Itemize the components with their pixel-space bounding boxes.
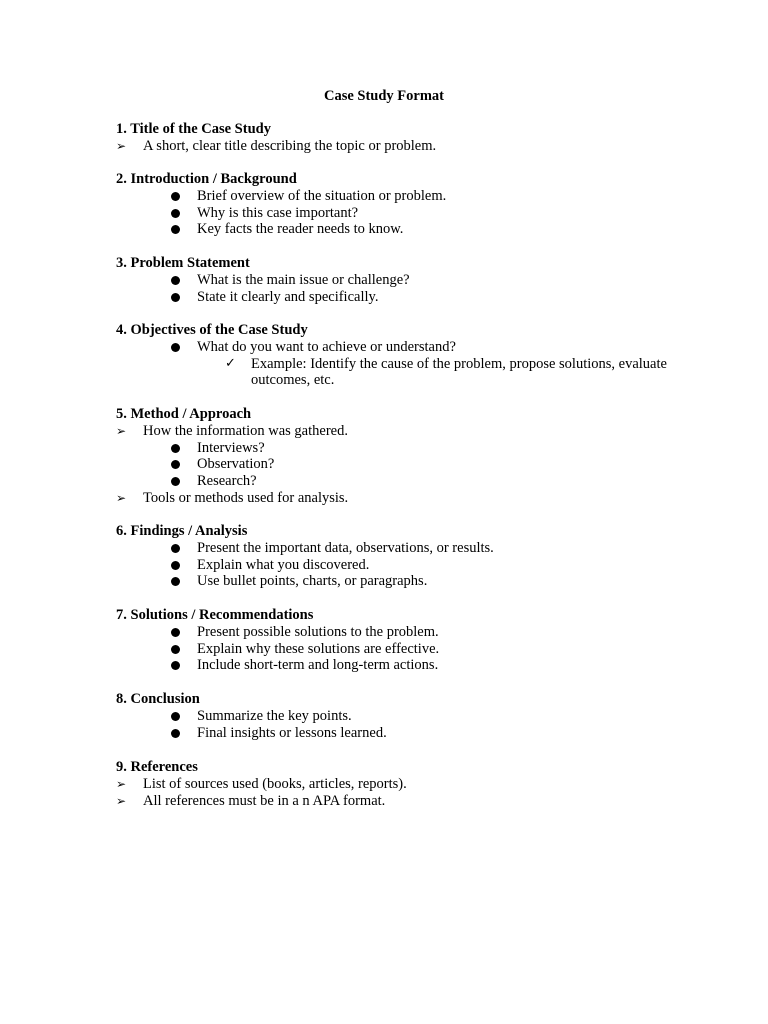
list-item xyxy=(116,272,716,289)
list-item-text: State it clearly and specifically. xyxy=(197,288,379,305)
bullet-dot-icon xyxy=(171,477,180,486)
list-item-text: What is the main issue or challenge? xyxy=(197,271,410,288)
section-heading: 3. Problem Statement xyxy=(116,255,250,271)
list-item xyxy=(116,188,716,205)
list-item-text: Summarize the key points. xyxy=(197,707,352,724)
arrow-bullet-icon: ➢ xyxy=(116,490,127,505)
list-item xyxy=(116,657,716,674)
document-title: Case Study Format xyxy=(323,88,445,104)
bullet-dot-icon xyxy=(171,661,180,670)
list-item-text: How the information was gathered. xyxy=(143,422,348,439)
list-item-text: Observation? xyxy=(197,456,275,473)
section-references xyxy=(116,759,716,809)
section-heading: 2. Introduction / Background xyxy=(116,171,297,187)
section-objectives xyxy=(116,322,716,389)
bullet-dot-icon xyxy=(171,192,180,201)
section-method-approach xyxy=(116,406,716,507)
list-item xyxy=(116,573,716,590)
list-item-text: Present the important data, observations, or results. xyxy=(197,539,494,556)
bullet-dot-icon xyxy=(171,577,180,586)
bullet-dot-icon xyxy=(171,209,180,218)
bullet-dot-icon xyxy=(171,460,180,469)
list-item xyxy=(116,221,716,238)
list-item-text: Interviews? xyxy=(197,439,265,456)
section-heading: 6. Findings / Analysis xyxy=(116,523,248,539)
list-item-text: Example: Identify the cause of the problem, propose solutions, evaluate outcomes, etc. xyxy=(251,355,667,389)
list-item xyxy=(116,725,716,742)
list-item xyxy=(116,641,716,658)
bullet-dot-icon xyxy=(171,561,180,570)
arrow-bullet-icon: ➢ xyxy=(116,423,127,438)
checkmark-icon: ✓ xyxy=(225,355,236,371)
bullet-dot-icon xyxy=(171,628,180,637)
list-item-text: Use bullet points, charts, or paragraphs. xyxy=(197,573,428,590)
list-item-text: Explain what you discovered. xyxy=(197,556,370,573)
list-item xyxy=(116,708,716,725)
list-item xyxy=(116,456,716,473)
list-item xyxy=(116,138,716,155)
section-heading: 9. References xyxy=(116,759,198,775)
section-heading: 4. Objectives of the Case Study xyxy=(116,322,308,338)
list-item-text: All references must be in a n APA format. xyxy=(143,792,386,809)
section-heading: 5. Method / Approach xyxy=(116,406,252,422)
list-item xyxy=(116,776,716,793)
bullet-dot-icon xyxy=(171,729,180,738)
arrow-bullet-icon: ➢ xyxy=(116,793,127,808)
list-item-text: Key facts the reader needs to know. xyxy=(197,221,404,238)
section-heading: 8. Conclusion xyxy=(116,691,200,707)
list-item xyxy=(116,624,716,641)
list-item-text: Final insights or lessons learned. xyxy=(197,724,387,741)
list-item xyxy=(116,793,716,810)
list-item-text: Why is this case important? xyxy=(197,204,359,221)
bullet-dot-icon xyxy=(171,225,180,234)
bullet-dot-icon xyxy=(171,712,180,721)
list-item-text: A short, clear title describing the topic or problem. xyxy=(143,137,437,154)
section-problem-statement xyxy=(116,255,716,305)
list-item xyxy=(116,557,716,574)
bullet-dot-icon xyxy=(171,544,180,553)
list-item-text: Research? xyxy=(197,473,257,490)
section-findings-analysis xyxy=(116,523,716,590)
section-introduction xyxy=(116,171,716,238)
section-heading: 7. Solutions / Recommendations xyxy=(116,607,314,623)
list-item-text: Tools or methods used for analysis. xyxy=(143,489,349,506)
list-item xyxy=(116,473,716,490)
arrow-bullet-icon: ➢ xyxy=(116,776,127,791)
list-item-text: Explain why these solutions are effective. xyxy=(197,640,440,657)
section-conclusion xyxy=(116,691,716,741)
list-item xyxy=(116,339,716,356)
bullet-dot-icon xyxy=(171,444,180,453)
arrow-bullet-icon: ➢ xyxy=(116,138,127,153)
bullet-dot-icon xyxy=(171,645,180,654)
list-item xyxy=(116,205,716,222)
list-item xyxy=(116,289,716,306)
list-item xyxy=(116,440,716,457)
bullet-dot-icon xyxy=(171,293,180,302)
list-item-text: Present possible solutions to the problem. xyxy=(197,623,439,640)
section-title-of-case-study xyxy=(116,121,716,155)
bullet-dot-icon xyxy=(171,276,180,285)
section-solutions-recommendations xyxy=(116,607,716,674)
list-item-text: List of sources used (books, articles, reports). xyxy=(143,775,407,792)
bullet-dot-icon xyxy=(171,343,180,352)
list-item xyxy=(116,490,716,507)
list-item xyxy=(116,540,716,557)
list-item xyxy=(116,423,716,440)
section-heading: 1. Title of the Case Study xyxy=(116,121,271,137)
list-item-text: What do you want to achieve or understand? xyxy=(197,338,456,355)
list-item-text: Brief overview of the situation or problem. xyxy=(197,187,447,204)
list-item xyxy=(116,356,716,390)
list-item-text: Include short-term and long-term actions. xyxy=(197,657,439,674)
